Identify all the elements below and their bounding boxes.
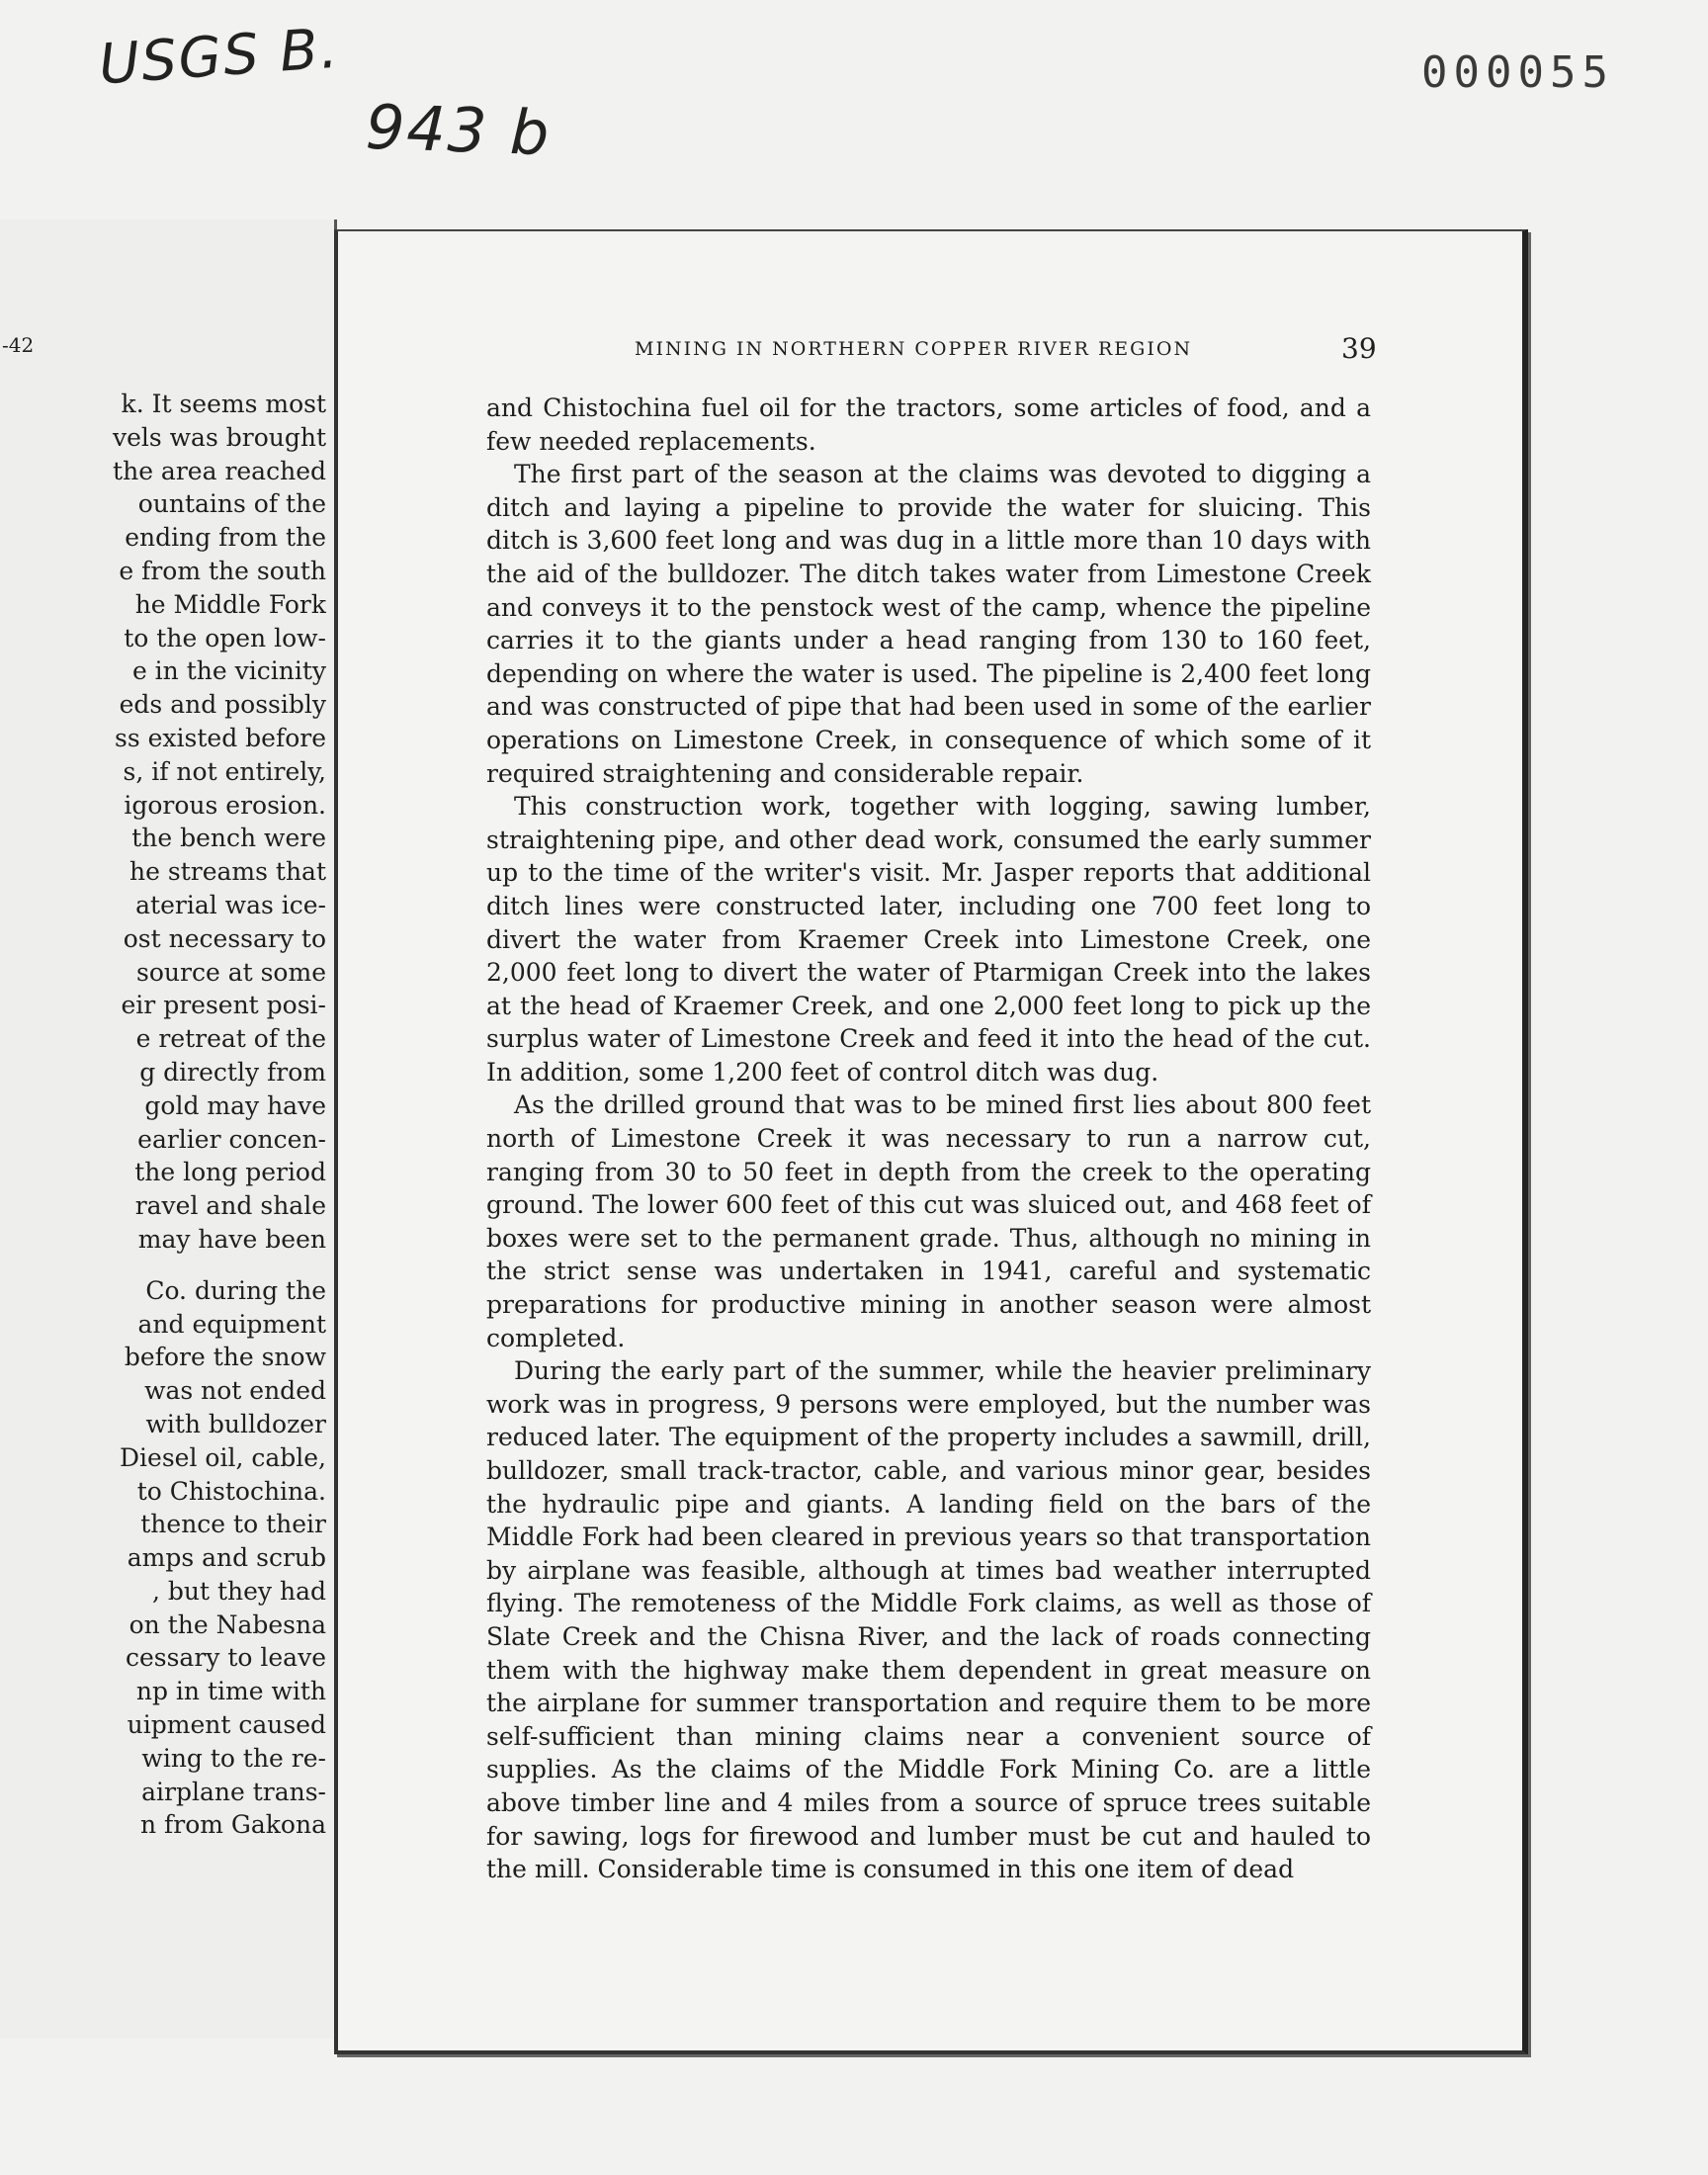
left-page-text (6, 388, 326, 1842)
paragraph: The first part of the season at the claims was devoted to digging a ditch and laying a pipeline to provide the water for sluicing. This ditch is 3,600 feet long and was dug in a little more than 10 days with the aid of the bulldozer. The ditch takes water from Limestone Creek and conveys it to the penstock west of the camp, whence the pipeline carries it to the giants under a head ranging from 130 to 160 feet, depending on where the water is used. The pipeline is 2,400 feet long and was constructed of pipe that had been used in some of the earlier operations on Limestone Creek, in consequence of which some of it required straightening and considerable repair. (486, 460, 1371, 788)
left-page-line: cessary to leave (125, 1643, 326, 1673)
left-page-line: igorous erosion. (124, 790, 326, 820)
left-page-line: e from the south (119, 556, 326, 585)
main-page (334, 229, 1528, 2054)
paragraph: As the drilled ground that was to be mined first lies about 800 feet north of Limestone Creek it was necessary to run a narrow cut, ranging from 30 to 50 feet in depth from the creek to the operating ground. The lower 600 feet of this cut was sluiced out, and 468 feet of boxes were set to the permanent grade. Thus, although no mining in the strict sense was undertaken in 1941, careful and systematic preparations for productive mining in another season were almost completed. (486, 1090, 1371, 1352)
left-page-number: -42 (2, 333, 35, 357)
left-page-line: the area reached (113, 456, 326, 485)
left-page-line: source at some (136, 957, 326, 987)
left-page-line: vels was brought (112, 422, 326, 452)
left-page-line: np in time with (135, 1677, 326, 1706)
left-page-line: airplane trans- (141, 1777, 326, 1806)
left-page-line: was not ended (144, 1376, 326, 1406)
left-page-line: , but they had (151, 1576, 326, 1606)
left-page-line: ss existed before (115, 723, 326, 752)
left-page-line: and equipment (137, 1309, 326, 1339)
left-page-line: thence to their (140, 1510, 326, 1539)
left-page-line: on the Nabesna (128, 1610, 326, 1639)
left-page-line: eds and possibly (119, 690, 326, 720)
left-page-line: with bulldozer (145, 1409, 326, 1438)
left-page-line: eir present posi- (121, 991, 326, 1020)
left-page-line: to Chistochina. (136, 1476, 326, 1506)
body-text (486, 392, 1371, 1886)
left-page-line: n from Gakona (139, 1810, 326, 1840)
left-page-fragment (0, 219, 337, 2039)
paragraph: During the early part of the summer, while the heavier preliminary work was in progress, 9 persons were employed, but the number was reduced later. The equipment of the property includes a sawmill, drill, bulldozer, small track-tractor, cable, and various minor gear, besides the hydraulic pipe and giants. A landing field on the bars of the Middle Fork had been cleared in previous years so that transportation by airplane was feasible, although at times bad weather interrupted flying. The remoteness of the Middle Fork claims, as well as those of Slate Creek and the Chisna River, and the lack of roads connecting them with the highway make them dependent in great measure on the airplane for summer transportation and require them to be more self-sufficient than mining claims near a convenient source of supplies. As the claims of the Middle Fork Mining Co. are a little above timber line and 4 miles from a source of spruce trees suitable for sawing, logs for firewood and lumber must be cut and hauled to the mill. Considerable time is consumed in this one item of dead (486, 1356, 1371, 1884)
left-page-line: uipment caused (127, 1710, 326, 1740)
left-page-line: gold may have (144, 1090, 326, 1120)
left-page-line: ending from the (125, 523, 326, 553)
left-page-line: Diesel oil, cable, (120, 1442, 326, 1472)
left-page-line: e retreat of the (135, 1024, 326, 1054)
left-page-line: aterial was ice- (135, 890, 326, 919)
left-page-line: the long period (134, 1158, 326, 1187)
left-page-line: ountains of the (137, 489, 326, 519)
document-stamp-number: 000055 (1421, 47, 1614, 98)
left-page-line: he streams that (129, 857, 326, 887)
left-page-line: before the snow (124, 1343, 326, 1372)
handwritten-bulletin-number: 943 b (364, 90, 553, 170)
left-page-line: wing to the re- (141, 1743, 326, 1773)
left-page-line: may have been (137, 1224, 326, 1254)
left-page-line: amps and scrub (127, 1543, 326, 1573)
paragraph: This construction work, together with logging, sawing lumber, straightening pipe, and other dead work, consumed the early summer up to the time of the writer's visit. Mr. Jasper reports that additional ditch lines were constructed later, including one 700 feet long to divert the water from Kraemer Creek into Limestone Creek, one 2,000 feet long to divert the water of Ptarmigan Creek into the lakes at the head of Kraemer Creek, and one 2,000 feet long to pick up the surplus water of Limestone Creek and feed it into the head of the cut. In addition, some 1,200 feet of control ditch was dug. (486, 792, 1371, 1087)
left-page-line: s, if not entirely, (123, 756, 326, 786)
left-page-line: ravel and shale (134, 1191, 326, 1221)
left-page-line: to the open low- (124, 623, 326, 652)
left-page-line: g directly from (139, 1057, 326, 1087)
running-head: MINING IN NORTHERN COPPER RIVER REGION (635, 338, 1193, 360)
left-page-line: ost necessary to (123, 923, 326, 953)
left-page-line (6, 1257, 326, 1274)
left-page-line: k. It seems most (121, 390, 326, 418)
left-page-line: he Middle Fork (134, 589, 326, 619)
left-page-line: Co. during the (145, 1275, 326, 1305)
left-page-line: the bench were (131, 824, 326, 853)
left-page-line: e in the vicinity (131, 656, 326, 686)
paragraph: and Chistochina fuel oil for the tractors, some articles of food, and a few needed replacements. (486, 393, 1371, 456)
handwritten-annotation: USGS B. (97, 16, 342, 98)
left-page-line: earlier concen- (137, 1124, 326, 1154)
page-number: 39 (1341, 332, 1377, 365)
